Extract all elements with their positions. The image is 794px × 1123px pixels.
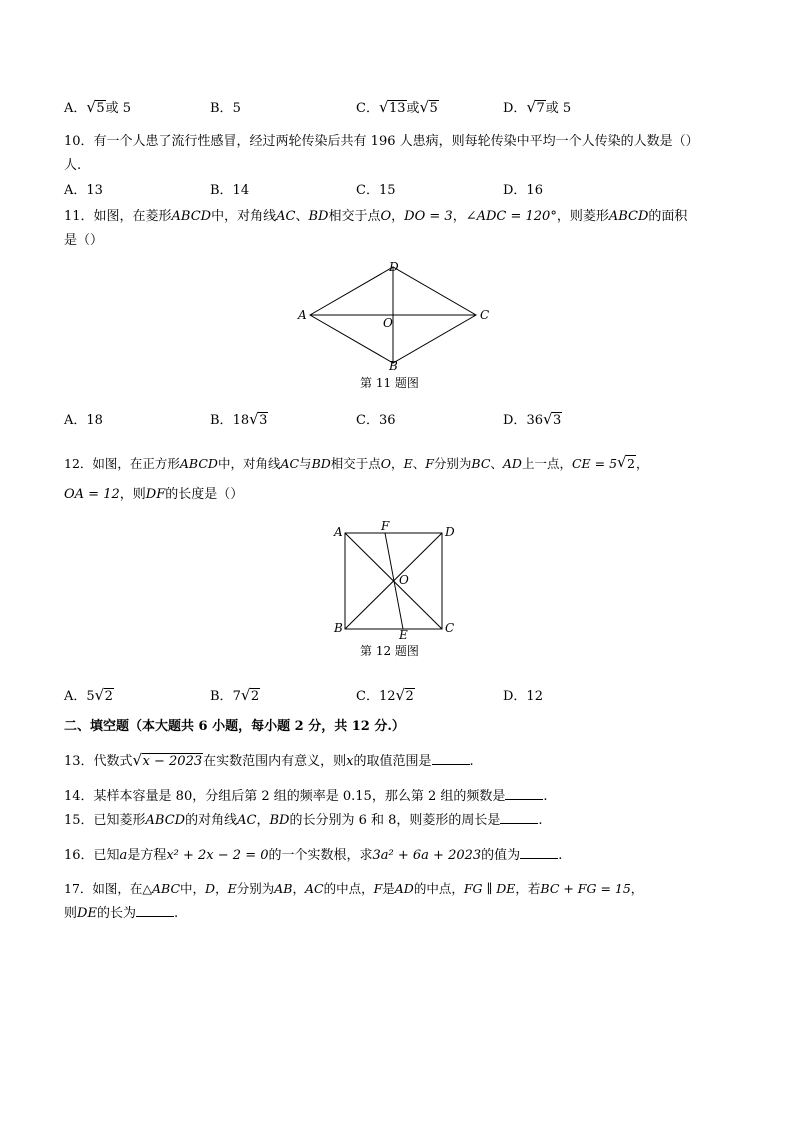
label-e: E: [399, 628, 408, 642]
q11-option-b: B．18 √ 3: [210, 410, 268, 428]
q9-option-d: D． √ 7或 5: [503, 98, 572, 116]
label-o: O: [399, 573, 409, 587]
q11-option-c: C．36: [356, 413, 396, 428]
label-o: O: [383, 316, 393, 330]
q11-rhombus-figure: [290, 256, 500, 374]
sqrt-radical: √ 2: [395, 686, 414, 704]
q10-option-a: A．13: [64, 183, 103, 198]
q12-option-a: A．5 √ 2: [64, 686, 113, 704]
sqrt-radical: √ 3: [249, 410, 268, 428]
q12-square-figure: [330, 518, 465, 642]
q12-stem-cont: OA = 12，则DF的长度是（）: [64, 487, 244, 502]
sqrt-radical: √ 5: [86, 98, 105, 116]
q9-option-c: C． √ 13或 √ 5: [356, 98, 438, 116]
q13-stem: 13．代数式 √ x − 2023在实数范围内有意义，则x的取值范围是 .: [64, 751, 474, 769]
label-c: C: [445, 621, 455, 635]
q12-option-c: C．12 √ 2: [356, 686, 414, 704]
q12-caption: 第 12 题图: [360, 644, 419, 658]
q11-stem: 11．如图，在菱形ABCD中，对角线AC、BD相交于点O，DO = 3，∠ADC = 120°，则菱形ABCD的面积: [64, 209, 688, 224]
section-title: 二、填空题（本大题共 6 小题，每小题 2 分，共 12 分.）: [64, 719, 405, 734]
q17-stem-cont: 则DE的长为 .: [64, 906, 179, 921]
q10-stem: 10．有一个人患了流行性感冒，经过两轮传染后共有 196 人患病，则每轮传染中平均一个人传染的人数是（）: [64, 134, 699, 149]
q11-option-a: A．18: [64, 413, 103, 428]
q10-option-d: D．16: [503, 183, 543, 198]
label-a: A: [298, 308, 307, 322]
answer-blank: [520, 846, 558, 859]
sqrt-radical: √ 2: [617, 453, 635, 471]
label-d: D: [445, 525, 455, 539]
q17-stem: 17．如图，在△ABC中，D，E分别为AB，AC的中点，F是AD的中点，FG ∥ DE，若BC + FG = 15，: [64, 881, 644, 896]
label-c: C: [480, 308, 490, 322]
q16-stem: 16．已知a是方程x² + 2x − 2 = 0的一个实数根，求3a² + 6a + 2023的值为 .: [64, 848, 563, 863]
sqrt-radical: √ 7: [526, 98, 545, 116]
q14-stem: 14．某样本容量是 80，分组后第 2 组的频率是 0.15，那么第 2 组的频数是 .: [64, 789, 548, 804]
sqrt-radical: √ 5: [419, 98, 438, 116]
answer-blank: [500, 811, 538, 824]
q12-stem: 12．如图，在正方形ABCD中，对角线AC与BD相交于点O，E、F分别为BC、AD上一点，CE = 5 √ 2，: [64, 453, 649, 471]
q10-stem-cont: 人.: [64, 158, 82, 173]
sqrt-radical: √ 13: [378, 98, 406, 116]
label-a: A: [334, 525, 343, 539]
label-f: F: [381, 519, 390, 533]
sqrt-radical: √ x − 2023: [132, 751, 203, 769]
q15-stem: 15．已知菱形ABCD的对角线AC，BD的长分别为 6 和 8，则菱形的周长是 .: [64, 813, 543, 828]
q10-option-b: B．14: [210, 183, 250, 198]
q11-caption: 第 11 题图: [360, 376, 419, 390]
sqrt-radical: √ 2: [240, 686, 260, 704]
q12-option-d: D．12: [503, 689, 543, 704]
answer-blank: [432, 752, 470, 765]
q11-option-d: D．36 √ 3: [503, 410, 562, 428]
sqrt-radical: √ 2: [94, 686, 113, 704]
q9-option-b: B．5: [210, 101, 241, 116]
answer-blank: [136, 904, 174, 917]
label-d: D: [389, 260, 399, 274]
sqrt-radical: √ 3: [542, 410, 562, 428]
label-b: B: [334, 621, 343, 635]
q11-stem-cont: 是（）: [64, 233, 104, 248]
label-b: B: [389, 359, 398, 373]
q12-option-b: B．7 √ 2: [210, 686, 260, 704]
answer-blank: [505, 787, 543, 800]
q9-option-a: A． √ 5或 5: [64, 98, 132, 116]
q10-option-c: C．15: [356, 183, 396, 198]
